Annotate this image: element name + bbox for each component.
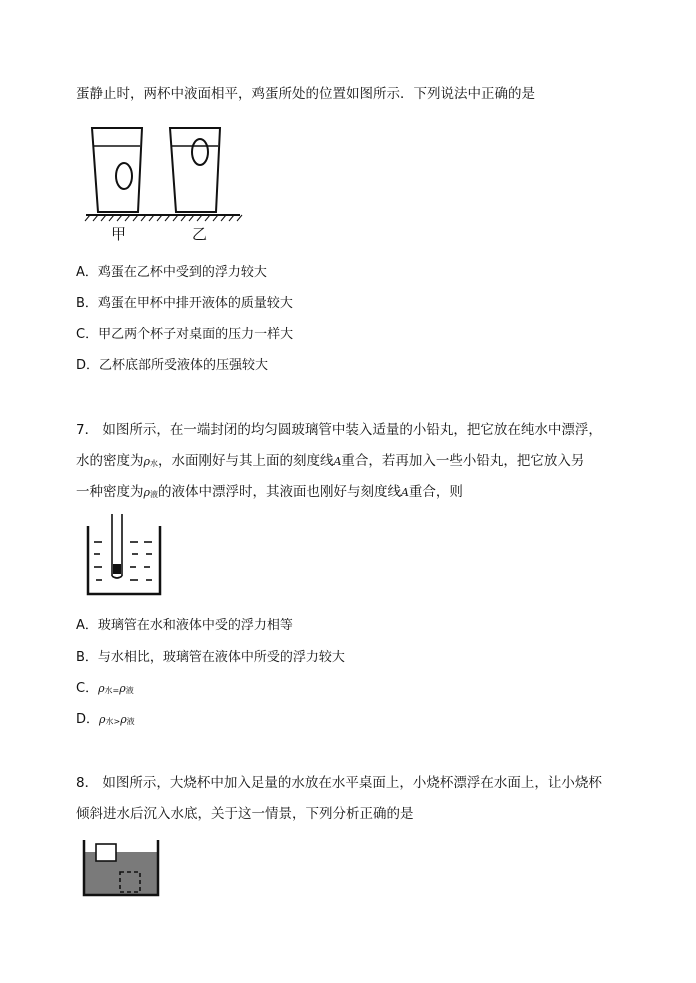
figure-label-yi: 乙 <box>192 225 208 243</box>
q7-option-b: B．与水相比，玻璃管在液体中所受的浮力较大 <box>76 650 345 665</box>
figure-label-jia: 甲 <box>111 225 127 243</box>
q6-option-a: A．鸡蛋在乙杯中受到的浮力较大 <box>76 265 267 280</box>
q7-stem-line1: 7． 如图所示，在一端封闭的均匀圆玻璃管中装入适量的小铅丸，把它放在纯水中漂浮， <box>76 422 602 438</box>
q8-beaker-figure <box>80 838 162 898</box>
q6-stem: 蛋静止时，两杯中液面相平，鸡蛋所处的位置如图所示．下列说法中正确的是 <box>76 86 535 102</box>
q7-stem-line3: 一种密度为ρ液的液体中漂浮时，其液面也刚好与刻度线A重合，则 <box>76 484 463 500</box>
q8-stem-line1: 8． 如图所示，大烧杯中加入足量的水放在水平桌面上，小烧杯漂浮在水面上，让小烧杯 <box>76 775 602 791</box>
q7-option-a: A．玻璃管在水和液体中受的浮力相等 <box>76 618 293 633</box>
q6-cups-figure <box>84 124 244 224</box>
q8-stem-line2: 倾斜进水后沉入水底，关于这一情景，下列分析正确的是 <box>76 806 414 822</box>
q7-beaker-figure <box>84 512 164 598</box>
q7-option-c: C．ρ水=ρ液 <box>76 681 134 696</box>
q6-option-c: C．甲乙两个杯子对桌面的压力一样大 <box>76 327 294 342</box>
q7-stem-line2: 水的密度为ρ水，水面刚好与其上面的刻度线A重合，若再加入一些小铅丸，把它放入另 <box>76 453 585 469</box>
q6-option-d: D．乙杯底部所受液体的压强较大 <box>76 358 269 373</box>
q7-option-d: D．ρ水>ρ液 <box>76 712 135 727</box>
q6-option-b: B．鸡蛋在甲杯中排开液体的质量较大 <box>76 296 293 311</box>
